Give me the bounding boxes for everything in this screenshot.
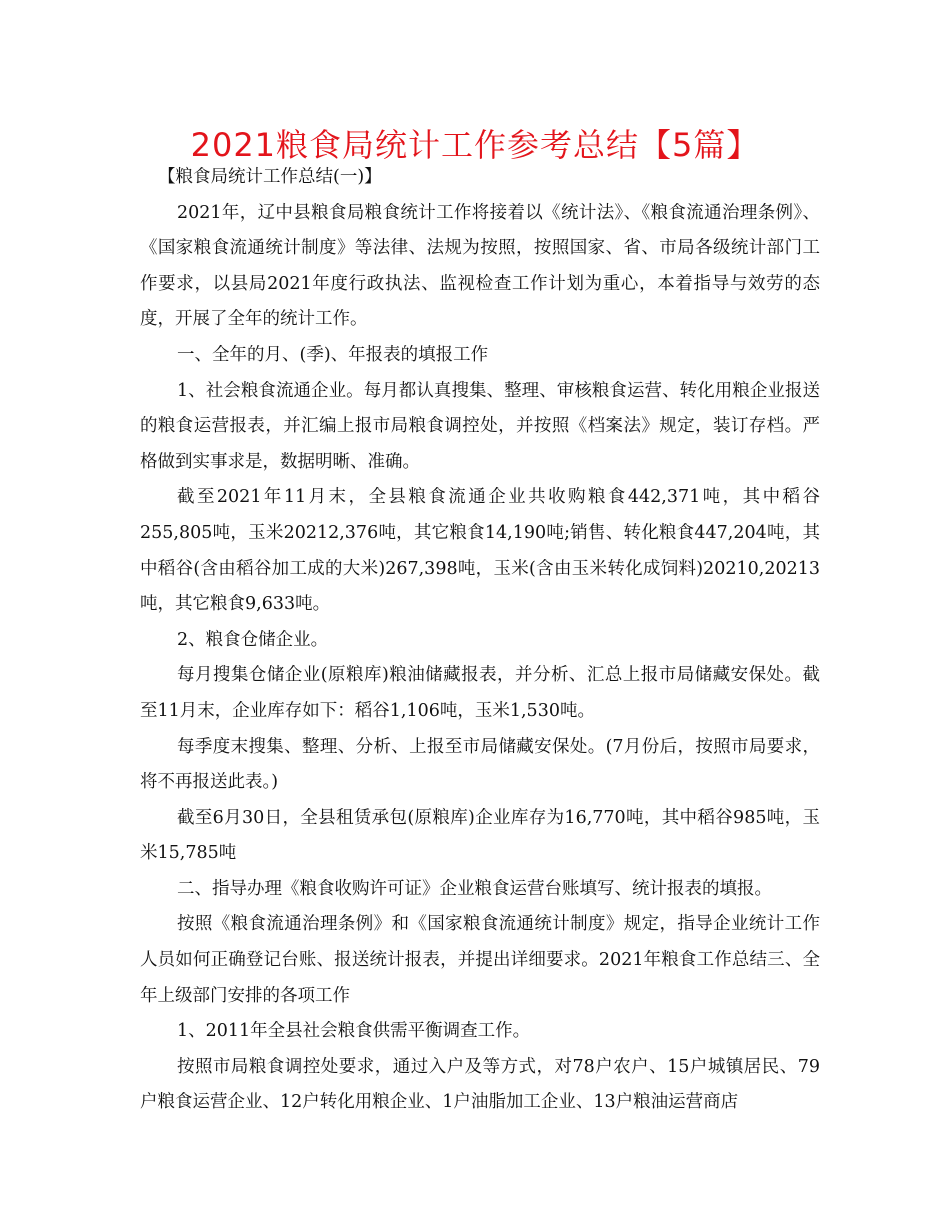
document-title: 2021粮食局统计工作参考总结【5篇】 [190, 126, 760, 164]
body-paragraph: 每月搜集仓储企业(原粮库)粮油储藏报表，并分析、汇总上报市局储藏安保处。截至11月末，企业库存如下：稻谷1,106吨，玉米1,530吨。 [140, 665, 820, 721]
body-paragraph: 每季度末搜集、整理、分析、上报至市局储藏安保处。(7月份后，按照市局要求，将不再报送此表。) [140, 736, 820, 793]
document-body [140, 160, 820, 1121]
body-paragraph: 按照市局粮食调控处要求，通过入户及等方式，对78户农户、15户城镇居民、79户粮食运营企业、12户转化用粮企业、1户油脂加工企业、13户粮油运营商店 [140, 1056, 820, 1113]
body-paragraph: 截至6月30日，全县租赁承包(原粮库)企业库存为16,770吨，其中稻谷985吨，玉米15,785吨 [140, 807, 820, 864]
body-paragraph: 截至2021年11月末，全县粮食流通企业共收购粮食442,371吨，其中稻谷255,805吨，玉米20212,376吨，其它粮食14,190吨;销售、转化粮食447,204吨，其中稻谷(含由稻谷加工成的大米)267,398吨，玉米(含由玉米转化成饲料)20210,20213吨，其它粮食9,633吨。 [140, 487, 820, 615]
body-paragraph: 2、粮食仓储企业。 [177, 629, 329, 650]
body-paragraph: 2021年，辽中县粮食局粮食统计工作将接着以《统计法》、《粮食流通治理条例》、《国家粮食流通统计制度》等法律、法规为按照，按照国家、省、市局各级统计部门工作要求，以县局2021年度行政执法、监视检查工作计划为重心，本着指导与效劳的态度，开展了全年的统计工作。 [140, 202, 820, 330]
section-heading: 【粮食局统计工作总结(一)】 [158, 167, 382, 187]
body-paragraph: 1、2011年全县社会粮食供需平衡调查工作。 [177, 1021, 531, 1042]
body-paragraph: 按照《粮食流通治理条例》和《国家粮食流通统计制度》规定，指导企业统计工作人员如何正确登记台账、报送统计报表，并提出详细要求。2021年粮食工作总结三、全年上级部门安排的各项工作 [140, 914, 820, 1006]
body-paragraph: 1、社会粮食流通企业。每月都认真搜集、整理、审核粮食运营、转化用粮企业报送的粮食运营报表，并汇编上报市局粮食调控处，并按照《档案法》规定，装订存档。严格做到实事求是，数据明晰、准确。 [140, 380, 820, 472]
body-paragraph: 一、全年的月、(季)、年报表的填报工作 [177, 344, 489, 365]
body-paragraph: 二、指导办理《粮食收购许可证》企业粮食运营台账填写、统计报表的填报。 [177, 878, 772, 899]
